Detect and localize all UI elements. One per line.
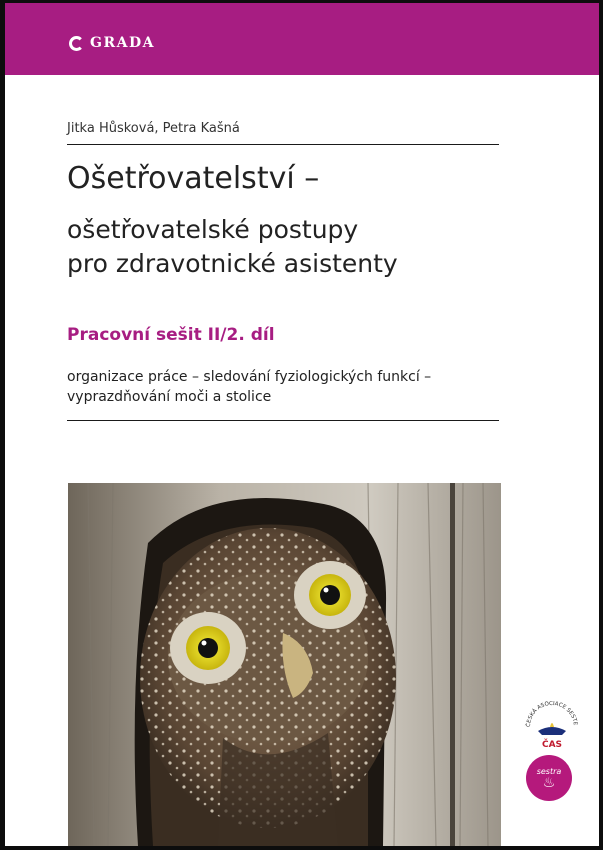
owl-illustration (68, 483, 501, 846)
subtitle-line-1: ošetřovatelské postupy (67, 215, 359, 244)
badge-text: sestra (536, 766, 562, 776)
workbook-label: Pracovní sešit II/2. díl (67, 325, 275, 345)
topics-line-2: vyprazdňování moči a stolice (67, 389, 272, 405)
publisher-name: GRADA (90, 35, 155, 51)
seal-abbr: ČAS (541, 740, 563, 750)
topics-line-1: organizace práce – sledování fyziologických funkcí – (67, 369, 432, 385)
nurses-association-seal (520, 693, 584, 757)
svg-text:ČESKÁ ASOCIACE SESTER (520, 693, 578, 727)
publisher-logo (69, 33, 155, 53)
book-cover (5, 3, 599, 846)
book-subtitle (67, 213, 557, 281)
divider-bottom (67, 420, 499, 421)
sestra-badge (526, 755, 572, 801)
divider-top (67, 144, 499, 145)
subtitle-line-2: pro zdravotnické asistenty (67, 249, 398, 278)
seal-text: ČESKÁ ASOCIACE SESTE (525, 700, 578, 728)
cover-photo-owl (68, 483, 501, 846)
seal-icon (520, 693, 584, 757)
lamp-icon: ♨ (542, 774, 556, 791)
topics (67, 367, 517, 407)
grada-logo-icon (69, 36, 84, 51)
publisher-band (5, 3, 599, 75)
authors: Jitka Hůsková, Petra Kašná (67, 121, 240, 136)
book-title: Ošetřovatelství – (67, 161, 320, 196)
